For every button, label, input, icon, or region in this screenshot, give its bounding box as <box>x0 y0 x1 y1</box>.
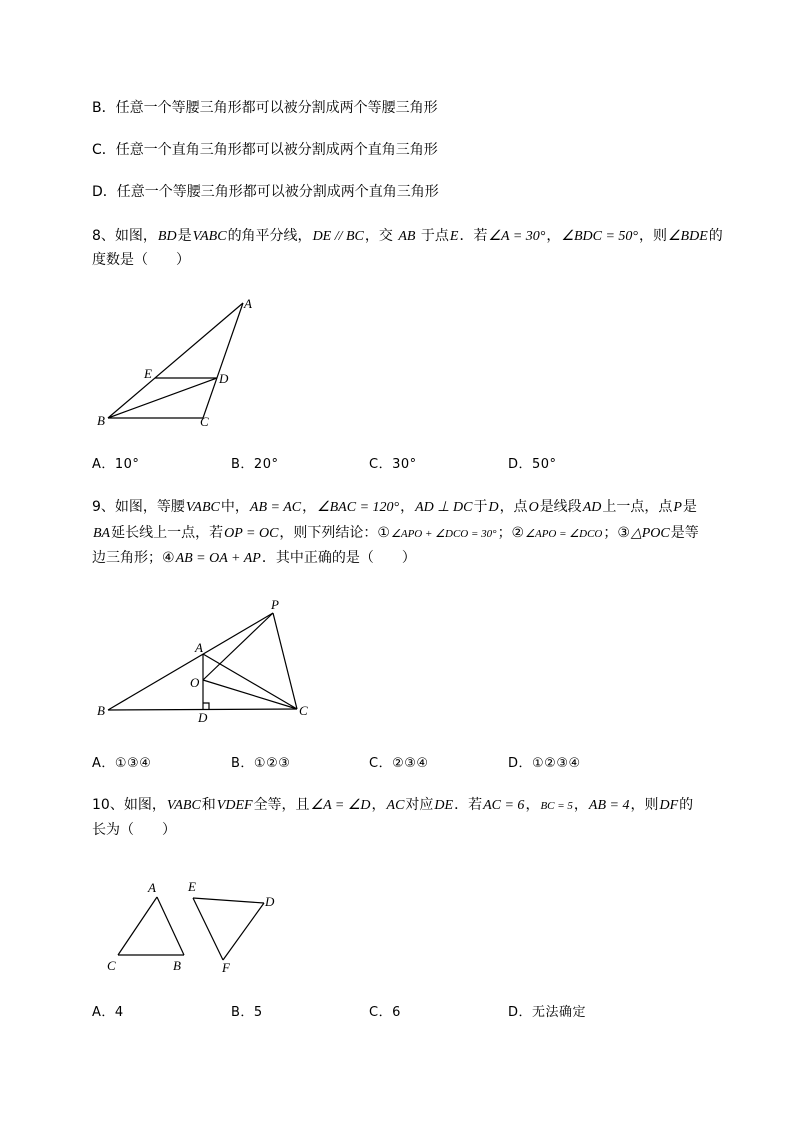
math-expression: ∠APO + ∠DCO = 30° <box>390 528 497 540</box>
math-expression: AB = OA + AP <box>175 551 261 566</box>
prev-option-b: B．任意一个等腰三角形都可以被分割成两个等腰三角形 <box>92 100 438 116</box>
label-f: F <box>222 960 230 975</box>
text-segment: 9、如图，等腰 <box>92 499 185 515</box>
q9-choice-c[interactable]: C．②③④ <box>369 756 429 771</box>
text-segment: 10、如图， <box>92 797 166 813</box>
segment-oc <box>203 680 297 709</box>
math-expression: VABC <box>192 229 227 244</box>
math-expression: OP = OC <box>224 526 279 541</box>
math-expression: BD <box>157 229 177 244</box>
q8-choice-d[interactable]: D．50° <box>508 457 557 472</box>
text-segment: 边三角形；④ <box>92 550 175 566</box>
math-expression: AC = 6 <box>483 798 525 813</box>
q10-choice-a[interactable]: A．4 <box>92 1005 124 1020</box>
q10-choice-c[interactable]: C．6 <box>369 1005 401 1020</box>
math-expression: AD ⊥ DC <box>415 500 473 515</box>
math-expression: AB <box>398 229 416 244</box>
q8-choice-a[interactable]: A．10° <box>92 457 140 472</box>
segment-op <box>203 613 273 680</box>
math-expression: AB = 4 <box>588 798 630 813</box>
math-expression: AD <box>582 500 602 515</box>
text-segment: ， <box>400 499 415 515</box>
label-a: A <box>195 640 203 655</box>
math-expression: DF <box>659 798 679 813</box>
text-segment: ，交 <box>364 228 398 244</box>
label-e: E <box>188 879 196 894</box>
label-c: C <box>299 703 308 718</box>
label-b: B <box>97 413 105 428</box>
text-segment: ， <box>302 499 317 515</box>
text-segment: 中， <box>220 499 249 515</box>
q8-choice-b[interactable]: B．20° <box>231 457 279 472</box>
text-segment: 上一点，点 <box>602 499 673 515</box>
q10-figure-triangles <box>107 879 275 975</box>
math-expression: VABC <box>185 500 220 515</box>
math-expression: △POC <box>630 526 670 541</box>
text-segment: 度数是（ ） <box>92 252 190 268</box>
segment-bp <box>108 613 273 710</box>
q10-choice-b[interactable]: B．5 <box>231 1005 263 1020</box>
segment-df <box>223 903 264 960</box>
label-o: O <box>190 675 200 690</box>
text-segment: ；③ <box>603 525 630 541</box>
q9-figure-triangle <box>97 597 308 725</box>
label-d: D <box>219 371 229 386</box>
label-d: D <box>198 710 208 725</box>
math-expression: ∠BAC = 120° <box>317 500 400 515</box>
math-expression: AB = AC <box>249 500 302 515</box>
math-expression: BC = 5 <box>540 800 573 812</box>
text-segment: 全等，且 <box>253 797 310 813</box>
math-expression: AC <box>386 798 405 813</box>
segment-ab <box>157 897 184 955</box>
text-segment: ，点 <box>499 499 528 515</box>
label-c: C <box>200 414 209 429</box>
prev-option-c: C．任意一个直角三角形都可以被分割成两个直角三角形 <box>92 142 438 158</box>
math-expression: E <box>449 229 459 244</box>
text-segment: 和 <box>201 797 216 813</box>
text-segment: 是 <box>177 228 192 244</box>
math-expression: ∠BDE <box>668 229 708 244</box>
segment-ac <box>203 654 297 709</box>
math-expression: BA <box>93 526 111 541</box>
text-segment: ；② <box>497 525 525 541</box>
math-expression: ∠A = ∠D <box>310 798 371 813</box>
q8-figure-triangle <box>97 296 252 429</box>
math-expression: VABC <box>166 798 201 813</box>
segment-bd <box>108 378 217 418</box>
q10-choice-d[interactable]: D．无法确定 <box>508 1005 587 1020</box>
math-expression: D <box>488 500 499 515</box>
text-segment: ．其中正确的是（ ） <box>261 550 416 566</box>
segment-ac <box>118 897 157 955</box>
label-a: A <box>244 296 252 311</box>
segment-pc <box>273 613 297 709</box>
text-segment: ，则下列结论：① <box>279 525 390 541</box>
text-segment: ， <box>371 797 386 813</box>
text-segment: 延长线上一点，若 <box>111 525 224 541</box>
text-segment: 于 <box>473 499 488 515</box>
text-segment: ．若 <box>459 228 488 244</box>
label-b: B <box>97 703 105 718</box>
math-expression: ∠BDC = 50° <box>561 229 638 244</box>
text-segment: 的 <box>679 797 694 813</box>
q9-choice-d[interactable]: D．①②③④ <box>508 756 581 771</box>
text-segment: 的 <box>708 228 723 244</box>
text-segment: ， <box>525 797 540 813</box>
segment-ef <box>193 898 223 960</box>
label-e: E <box>144 366 152 381</box>
text-segment: ， <box>546 228 561 244</box>
label-a: A <box>148 880 156 895</box>
text-segment: ．若 <box>454 797 483 813</box>
text-segment: 是等 <box>670 525 699 541</box>
label-d: D <box>265 894 275 909</box>
text-segment: 8、如图， <box>92 228 157 244</box>
text-segment: ，则 <box>630 797 659 813</box>
math-expression: O <box>528 500 539 515</box>
text-segment: 于点 <box>416 228 449 244</box>
label-p: P <box>271 597 279 612</box>
q8-choice-c[interactable]: C．30° <box>369 457 417 472</box>
text-segment: 对应 <box>405 797 434 813</box>
text-segment: ，则 <box>639 228 667 244</box>
math-expression: DE <box>434 798 454 813</box>
text-segment: 长为（ ） <box>92 822 176 838</box>
text-segment: 是线段 <box>539 499 582 515</box>
math-expression: DE // BC <box>312 229 364 244</box>
math-expression: VDEF <box>216 798 253 813</box>
segment-ed <box>193 898 264 903</box>
prev-option-d: D．任意一个等腰三角形都可以被分割成两个直角三角形 <box>92 184 439 200</box>
q9-choice-b[interactable]: B．①②③ <box>231 756 291 771</box>
text-segment: 的角平分线， <box>227 228 312 244</box>
math-expression: P <box>673 500 682 515</box>
text-segment: ， <box>573 797 588 813</box>
q9-choice-a[interactable]: A．①③④ <box>92 756 152 771</box>
label-b: B <box>173 958 181 973</box>
label-c: C <box>107 958 116 973</box>
math-expression: ∠APO = ∠DCO <box>525 528 603 540</box>
text-segment: 是 <box>682 499 697 515</box>
math-expression: ∠A = 30° <box>488 229 546 244</box>
